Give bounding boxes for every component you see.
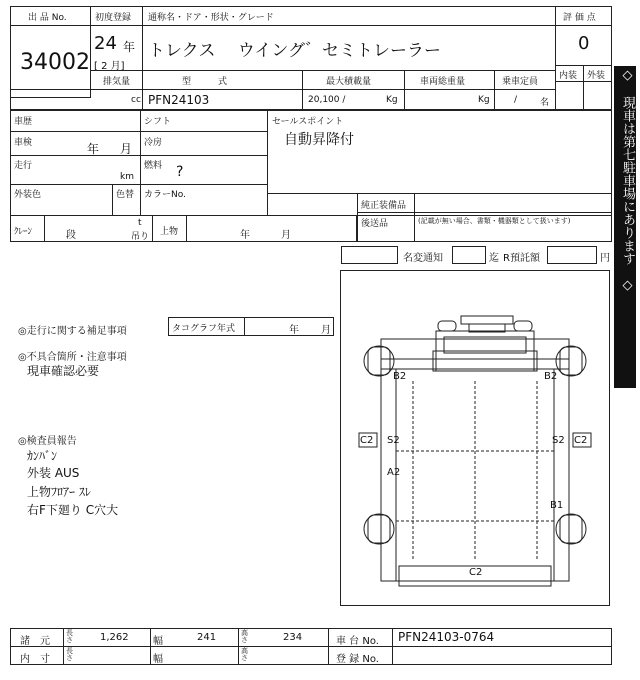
inner-dimensions-label: 内 寸: [20, 654, 50, 665]
rating-value: 0: [578, 33, 590, 54]
inspection-label: 車検: [14, 138, 33, 148]
inspection-year-unit: 年: [87, 142, 100, 156]
tachograph-year-unit: 年: [289, 325, 299, 336]
diagram-mark: C2: [574, 435, 588, 446]
fuel-value: ?: [176, 164, 184, 180]
later-items-label: 後送品: [361, 219, 389, 229]
fuel-label: 燃料: [144, 161, 163, 171]
later-items-note: (記載が無い場合、書類・機器類として扱います): [418, 217, 571, 225]
tachograph-month-unit: 月: [321, 325, 331, 336]
exterior-score-cell: [583, 81, 612, 110]
diagram-mark: C2: [360, 435, 374, 446]
registration-month: [ 2 月]: [94, 61, 125, 72]
body-month-unit: 月: [281, 230, 291, 241]
inspector-report-line: 右F下廻り C穴大: [27, 503, 119, 517]
capacity-label: 乗車定員: [502, 77, 539, 87]
gross-weight-label: 車両総重量: [420, 77, 466, 87]
deadline-input-box: [452, 246, 486, 264]
diagram-mark: A2: [387, 467, 401, 478]
inspector-report-label: ◎検査員報告: [18, 436, 77, 447]
inspector-report-line: 外装 AUS: [27, 466, 80, 480]
genuine-equipment-label: 純正装備品: [361, 201, 407, 211]
diagram-mark: B2: [544, 371, 558, 382]
color-change-label: 色替: [116, 190, 135, 200]
body-label: 上物: [160, 227, 179, 237]
interior-label: 内装: [559, 71, 578, 81]
recycle-deposit-input-box: [547, 246, 597, 264]
registration-number-label: 登 録 No.: [336, 654, 379, 665]
tachograph-label: タコグラフ年式: [172, 324, 236, 334]
recycle-deposit-label: R預託額: [503, 253, 540, 264]
driving-notes-label: ◎走行に関する補足事項: [18, 326, 127, 337]
crane-hoist-unit: 吊り: [131, 232, 150, 242]
model-label: 型 式: [182, 77, 228, 87]
lot-number-label: 出 品 No.: [28, 13, 67, 23]
sales-point: 自動昇降付: [284, 132, 354, 148]
exterior-label: 外装: [587, 71, 606, 81]
inner-width-label: 幅: [153, 654, 163, 665]
vehicle-damage-diagram: [340, 270, 610, 606]
mileage-label: 走行: [14, 161, 33, 171]
location-side-banner-text: ◇ 現車は第七駐車場にあります ◇: [620, 68, 635, 293]
inner-height-label: 高さ: [241, 647, 248, 662]
body-year-unit: 年: [240, 230, 250, 241]
air-conditioning-label: 冷房: [144, 138, 163, 148]
inspector-report-line: ｶﾝﾊﾞﾝ: [27, 449, 58, 463]
height-value: 234: [283, 632, 303, 643]
mileage-unit: km: [120, 172, 134, 182]
crane-label: ｸﾚｰﾝ: [14, 227, 33, 237]
yen-unit: 円: [600, 253, 610, 264]
deadline-separator: 迄: [489, 253, 499, 264]
diagram-mark: C2: [469, 567, 483, 578]
color-code-label: カラーNo.: [144, 190, 186, 200]
sales-point-label: セールスポイント: [272, 117, 344, 127]
model-value: PFN24103: [148, 93, 210, 107]
length-value: 1,262: [100, 632, 129, 643]
exterior-color-label: 外装色: [14, 190, 42, 200]
registration-year-unit: 年: [123, 40, 136, 54]
trailer-outline-drawing: [341, 271, 609, 605]
diagram-mark: B1: [550, 500, 564, 511]
spec-value-row: [10, 89, 556, 110]
max-load-value: 20,100 /: [308, 95, 346, 105]
diagram-mark: S2: [552, 435, 565, 446]
length-label: 長さ: [66, 629, 73, 644]
inspector-report-line: 上物ﾌﾛｱｰ ｽﾚ: [27, 485, 91, 499]
dimensions-label: 諸 元: [20, 636, 50, 647]
height-label: 高さ: [241, 629, 248, 644]
crane-stage-unit: 段: [66, 230, 76, 241]
chassis-number: PFN24103-0764: [398, 630, 495, 644]
inner-length-label: 長さ: [66, 647, 73, 662]
spec-label-row: [90, 70, 556, 90]
registration-label: 初度登録: [95, 13, 132, 23]
name-change-label: 名変通知: [403, 253, 443, 264]
crane-row: [10, 215, 357, 242]
vehicle-name: トレクス ウイング゛セミトレーラー: [148, 41, 442, 61]
max-load-label: 最大積載量: [326, 77, 372, 87]
rating-label: 評 価 点: [563, 13, 596, 23]
interior-score-cell: [555, 81, 584, 110]
width-value: 241: [197, 632, 217, 643]
name-change-input-box: [341, 246, 398, 264]
displacement-label: 排気量: [103, 77, 131, 87]
max-load-unit: Kg: [386, 95, 398, 105]
defects-label: ◎不具合箇所・注意事項: [18, 352, 127, 363]
capacity-separator: /: [514, 95, 518, 105]
width-label: 幅: [153, 636, 163, 647]
inspection-month-unit: 月: [120, 142, 133, 156]
vehicle-name-label: 通称名・ドア・形状・グレード: [148, 13, 274, 23]
capacity-unit: 名: [540, 98, 550, 108]
diagram-mark: B2: [393, 371, 407, 382]
crane-ton-unit: t: [138, 218, 142, 228]
chassis-number-label: 車 台 No.: [336, 636, 379, 647]
registration-year: 24: [94, 33, 117, 54]
gross-weight-unit: Kg: [478, 95, 490, 105]
displacement-unit: cc: [131, 95, 141, 105]
diagram-mark: S2: [387, 435, 400, 446]
defects-text: 現車確認必要: [27, 364, 100, 378]
shift-label: シフト: [144, 117, 172, 127]
lot-number: 34002: [20, 50, 90, 75]
history-label: 車歴: [14, 117, 33, 127]
